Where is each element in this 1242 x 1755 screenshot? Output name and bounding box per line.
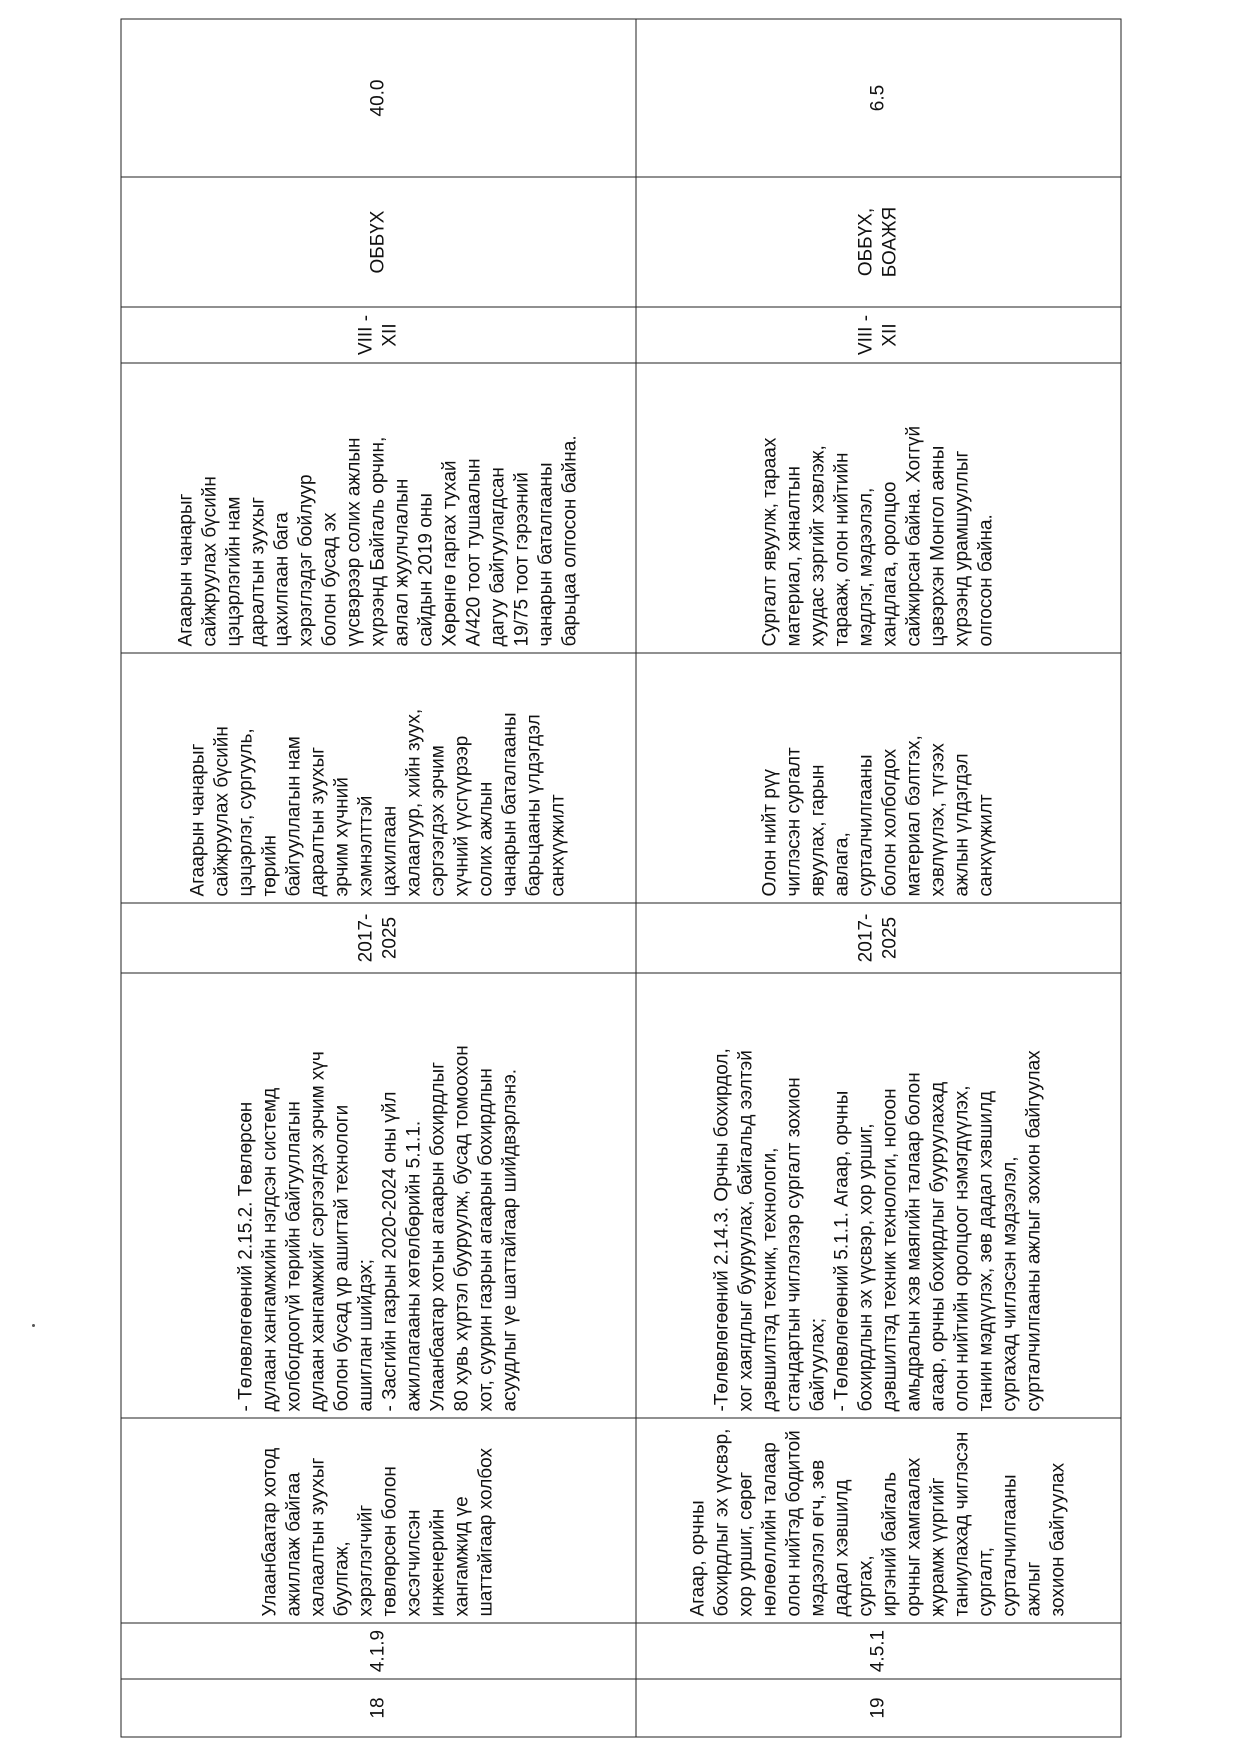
plan-reference-text: -Төлөвлөгөөний 2.14.3. Орчны бохирдол, хог хаягдлыг бууруулах, байгальд ээлтэй дэвшилтэд техник, технологи, стандартын чиглэлээр сургалт зохион байгуулах; - Төлөвлөгөөний 5.1.1. Агаар, орчны бохирдлын эх үүсвэр, хор уршиг, дэвшилтэд техник технологи, ногоон амьдралын хэв маягийн талаар болон агаар, орчны бохирдлыг бууруулахад олон нийтийн оролцоог нэмэгдүүлэх, танин мэдүүлэх, зөв дадал хэвшилд сургахад чиглэсэн мэдээлэл, сурталчилгааны ажлыг зохион байгуулах [711, 1047, 1045, 1411]
plan-implementation-table [121, 18, 1122, 1737]
table-row [636, 19, 1121, 1737]
period-cell [636, 307, 1121, 363]
task-text: Агаар, орчны бохирдлыг эх үүсвэр, хор уршиг, сөрөг нөлөөллийн талаар олон нийтэд бодитой мэдээлэл өгч, зөв дадал хэвшилд сургах, иргэний байгаль орчныг хамгаалах журамж үүргийг таниулахад чиглэсэн сургалт, сурталчилгааны ажлыг зохион байгуулах [687, 1428, 1069, 1616]
plan-reference-cell [636, 973, 1121, 1418]
period-text: VIII - XII [855, 314, 901, 355]
years-cell [636, 903, 1121, 973]
period-cell [121, 307, 636, 363]
task-cell [636, 1418, 1121, 1623]
result-cell [636, 363, 1121, 653]
code-cell [636, 1623, 1121, 1679]
years-text: 2017- 2025 [355, 913, 401, 962]
indicator-text: Агаарын чанарыг сайжруулах бүсийн цэцэрлэг, сургууль, төрийн байгууллагын нам даралтын зуухыг эрчим хүчний хэмнэлттэй цахилгаан халаагуур, хийн зуух, сэргээгдэх эрчим хүчний үүсгүүрээр солих ажлын чанарын баталгааны барьцааны үлдэгдэл санхүүжилт [187, 708, 569, 896]
organization-cell [121, 177, 636, 307]
plan-reference-cell [121, 973, 636, 1418]
budget-text: 6.5 [867, 84, 889, 111]
budget-cell [121, 19, 636, 177]
indicator-cell [121, 653, 636, 903]
measure-code: 4.1.9 [367, 1629, 389, 1672]
row-number-cell [636, 1679, 1121, 1737]
task-text: Улаанбаатар хотод ажиллаж байгаа халаалтын зуухыг буулгаж, хэрэглэгчийг төвлөрсөн болон хэсэгчилсэн инженерийн хангамжид үе шаттайгаар холбох [259, 1447, 497, 1616]
organization-cell [636, 177, 1121, 307]
result-cell [121, 363, 636, 653]
indicator-cell [636, 653, 1121, 903]
budget-cell [636, 19, 1121, 177]
plan-reference-text: - Төлөвлөгөөний 2.15.2. Төвлөрсөн дулаан хангамжийн нэгдсэн системд холбогдоогүй төрийн байгууллагын дулаан хангамжийг сэргээгдэх эрчим хүч болон бусад үр ашигтай технологи ашиглан шийдэх; - Засгийн газрын 2020-2024 оны үйл ажиллагааны хөтөлбөрийн 5.1.1. Улаанбаатар хотын агаарын бохирдлыг 80 хувь хүртэл бууруулж, бусад томоохон хот, суурин газрын агаарын бохирдлын асуудлыг үе шаттайгаар шийдвэрлэнэ. [235, 1044, 521, 1411]
rotated-table-wrapper [121, 19, 1122, 1737]
result-text: Агаарын чанарыг сайжруулах бүсийн цэцэрлэгийн нам даралтын зуухыг цахилгаан бага хэрэглэдэг бойлуур болон бусад эх үүсвэрээр солих ажлын хүрээнд Байгаль орчин, аялал жуулчлалын сайдын 2019 оны Хөрөнгө гаргах тухай А/420 тоот тушаалын дагуу байгуулагдсан 19/75 тоот гэрээний чанарын баталгааны барьцаа олгосон байна. [175, 434, 581, 646]
row-number: 19 [867, 1696, 889, 1719]
code-cell [121, 1623, 636, 1679]
period-text: VIII - XII [355, 314, 401, 355]
result-text: Сургалт явуулж, тараах материал, хяналтын хуудас зэргийг хэвлэж, тарааж, олон нийтийн мэдлэг, мэдээлэл, хандлага, оролцоо сайжирсан байна. Хоггүй цэвэрхэн Монгол аяны хүрээнд урамшууллыг олгосон байна. [759, 425, 997, 646]
budget-text: 40.0 [367, 79, 389, 116]
row-number-cell [121, 1679, 636, 1737]
organization-text: ОББҮХ, БОАЖЯ [855, 206, 901, 277]
organization-text: ОББҮХ [367, 210, 389, 273]
task-cell [121, 1418, 636, 1623]
row-number: 18 [367, 1696, 389, 1719]
years-cell [121, 903, 636, 973]
indicator-text: Олон нийт рүү чиглэсэн сургалт явуулах, гарын авлага, сурталчилгааны болон холбогдох материал бэлтгэх, хэвлүүлэх, түгээх ажлын үлдэгдэл санхүүжилт [759, 734, 997, 896]
measure-code: 4.5.1 [867, 1629, 889, 1672]
years-text: 2017- 2025 [855, 913, 901, 962]
table-row [121, 19, 636, 1737]
scan-speck [32, 1324, 35, 1327]
